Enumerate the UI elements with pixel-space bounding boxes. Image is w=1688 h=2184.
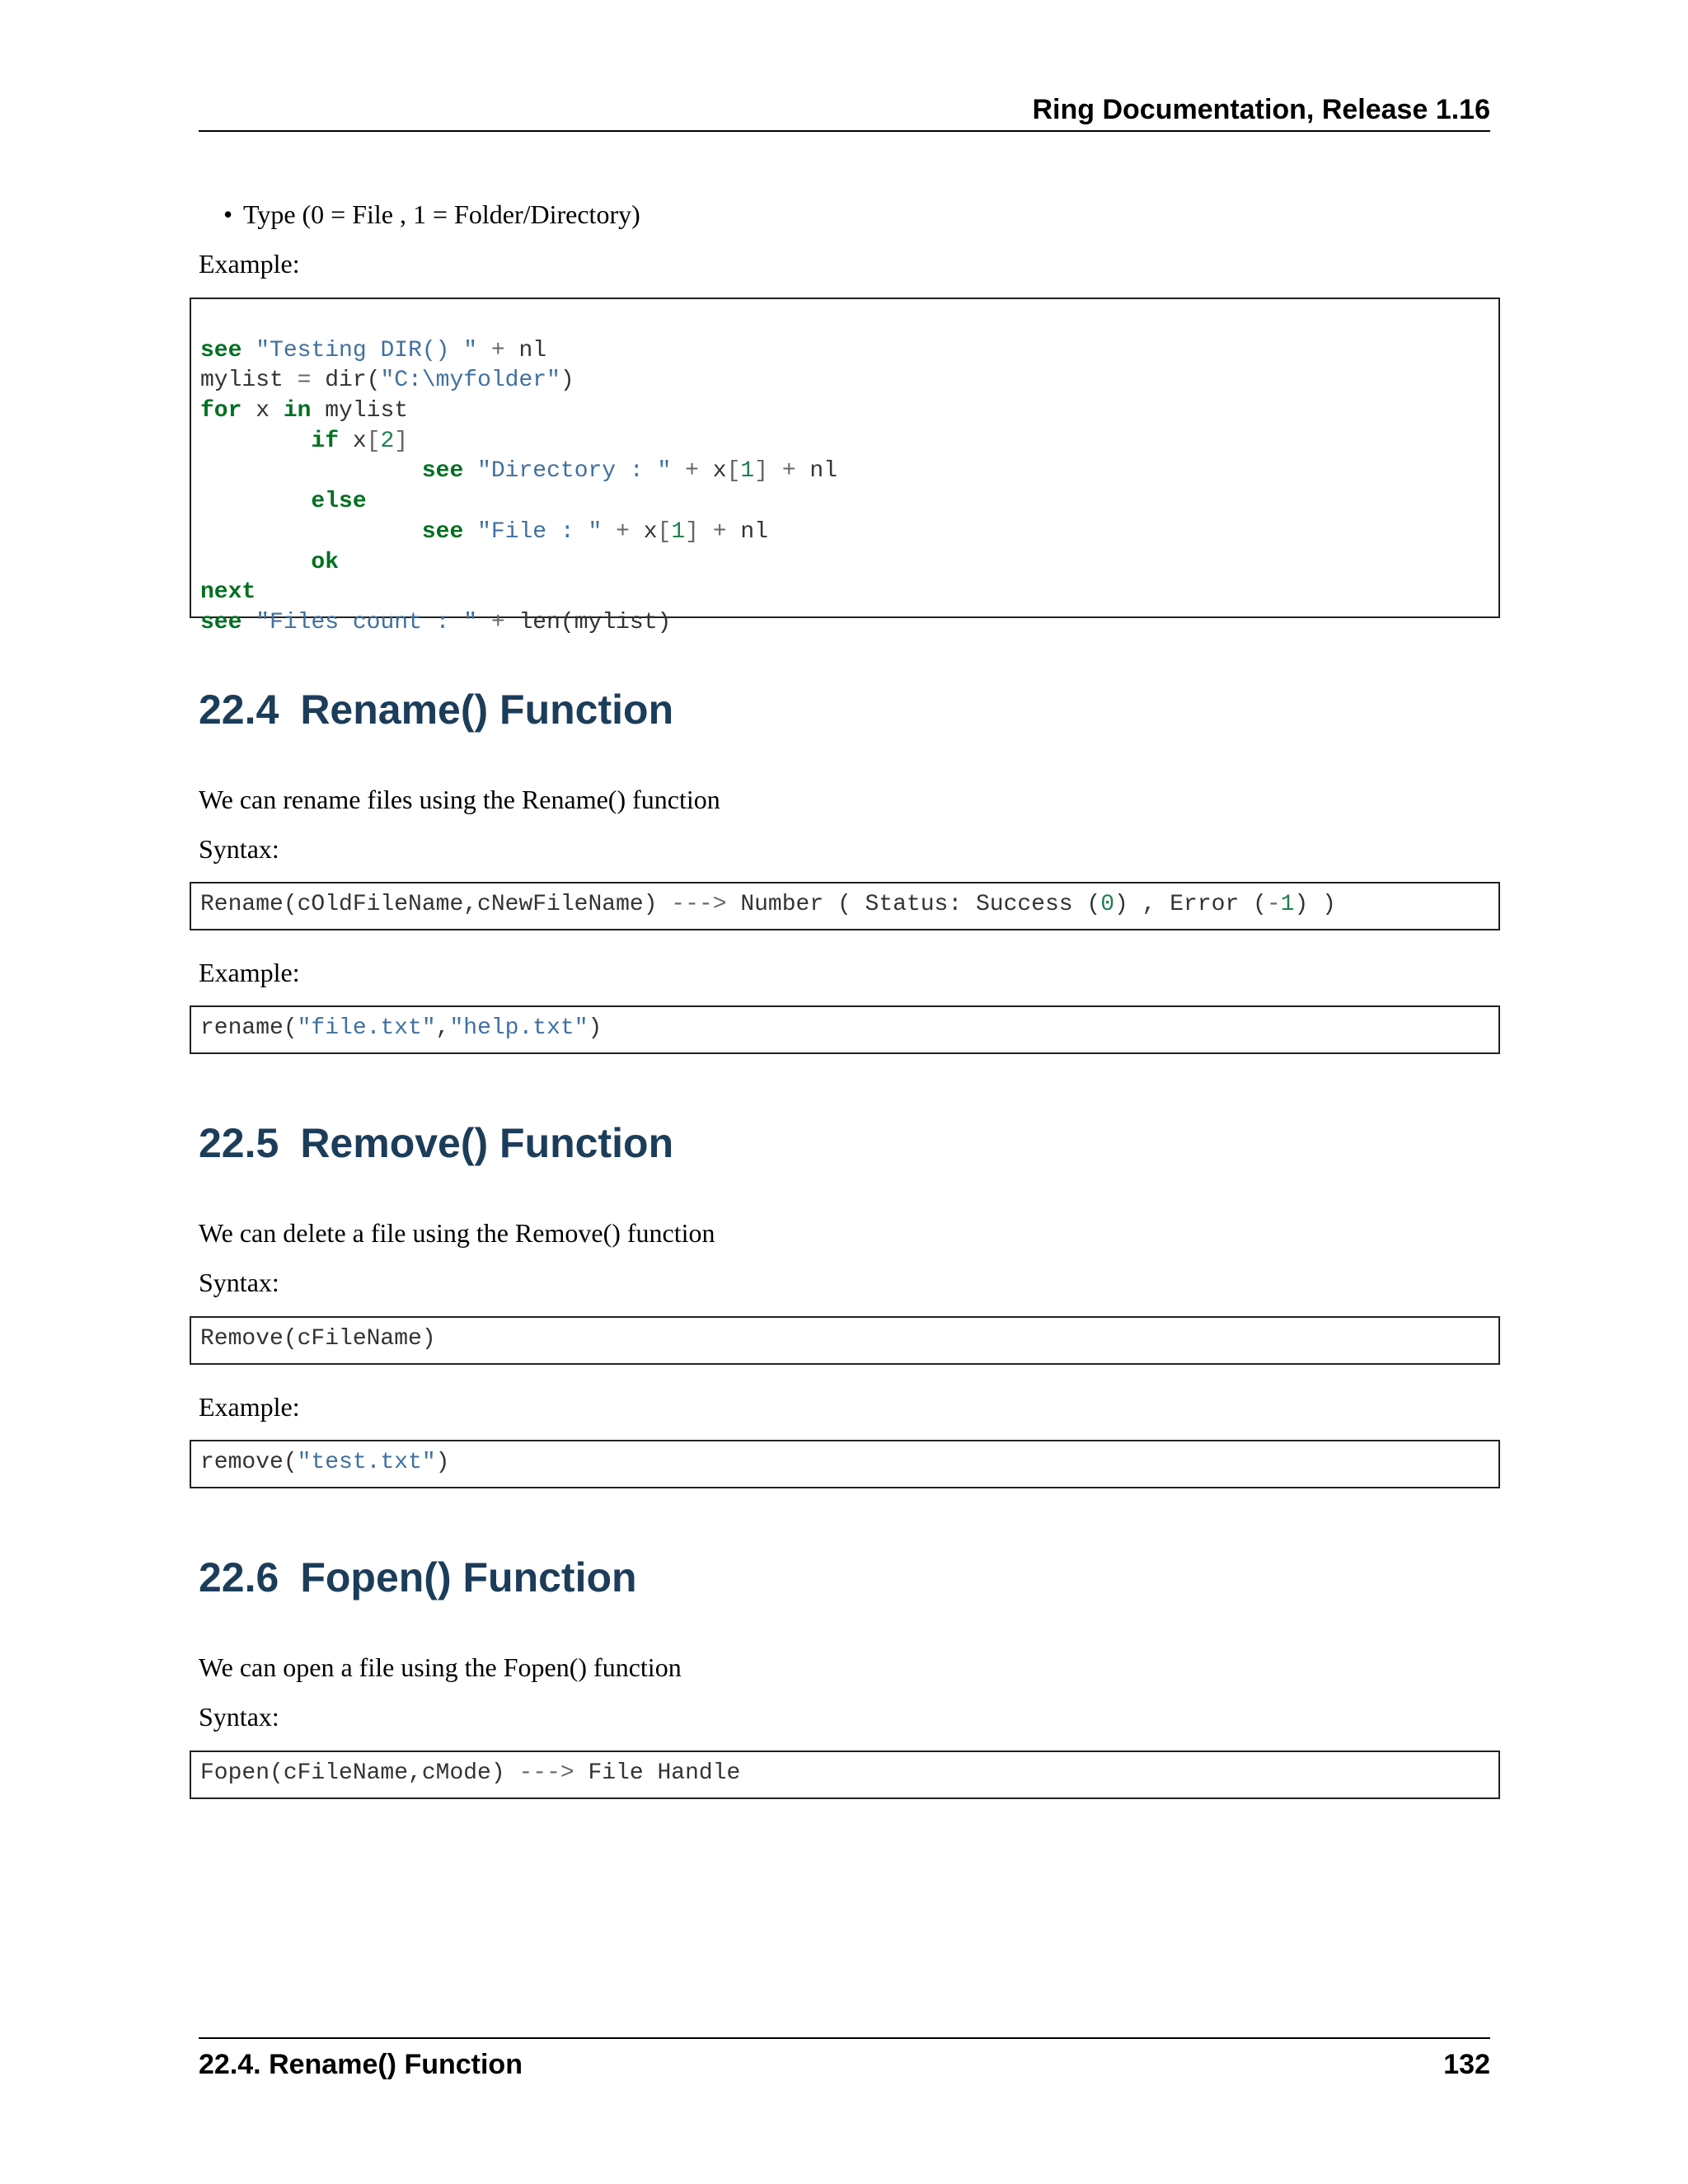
section-description: We can delete a file using the Remove() function xyxy=(199,1218,715,1248)
syntax-label: Syntax: xyxy=(199,1702,279,1732)
code-line: mylist = dir("C:\myfolder") xyxy=(200,368,574,394)
example-label: Example: xyxy=(199,249,300,279)
section-number: 22.5 xyxy=(199,1120,279,1166)
list-item-text: Type (0 = File , 1 = Folder/Directory) xyxy=(243,199,640,229)
code-block-fopen-syntax: Fopen(cFileName,cMode) ---> File Handle xyxy=(190,1750,1500,1799)
section-heading-remove xyxy=(199,1119,673,1167)
section-title: Remove() Function xyxy=(300,1120,674,1166)
page-number: 132 xyxy=(1443,2049,1490,2080)
section-description: We can rename files using the Rename() function xyxy=(199,785,720,814)
syntax-label: Syntax: xyxy=(199,834,279,864)
code-block-rename-syntax: Rename(cOldFileName,cNewFileName) ---> Number ( Status: Success (0) , Error (-1) ) xyxy=(190,882,1500,930)
document-title: Ring Documentation, Release 1.16 xyxy=(1032,94,1490,125)
page-header xyxy=(199,92,1490,132)
code-block-rename-example: rename("file.txt","help.txt") xyxy=(190,1005,1500,1054)
example-label: Example: xyxy=(199,958,300,987)
code-line: if x[2] xyxy=(311,428,409,454)
example-label: Example: xyxy=(199,1392,300,1422)
code-line: else xyxy=(311,489,367,515)
section-number: 22.4 xyxy=(199,687,279,733)
section-title: Fopen() Function xyxy=(300,1554,637,1601)
code-line: see "Directory : " + x[1] + nl xyxy=(421,458,838,485)
code-token: "C:\myfolder" xyxy=(380,368,560,394)
code-line: see "File : " + x[1] + nl xyxy=(421,518,769,545)
section-heading-rename xyxy=(199,686,673,733)
section-heading-fopen xyxy=(199,1554,637,1601)
code-line: see "Testing DIR() " + nl xyxy=(200,337,547,363)
code-line: see "Files count : " + len(mylist) xyxy=(200,609,672,635)
list-item xyxy=(223,198,640,231)
bullet-icon: • xyxy=(223,199,233,229)
code-block-dir-example xyxy=(190,298,1500,635)
code-token: see xyxy=(200,337,242,363)
code-line: ok xyxy=(311,549,340,575)
syntax-label: Syntax: xyxy=(199,1268,279,1297)
section-description: We can open a file using the Fopen() function xyxy=(199,1652,682,1682)
footer-section-title: 22.4. Rename() Function xyxy=(199,2049,523,2080)
code-token: "Testing DIR() " xyxy=(256,337,478,363)
section-number: 22.6 xyxy=(199,1554,279,1601)
code-block-remove-example: remove("test.txt") xyxy=(190,1440,1500,1488)
code-line: next xyxy=(200,579,256,606)
page-footer xyxy=(199,2037,1490,2088)
code-block-remove-syntax: Remove(cFileName) xyxy=(190,1316,1500,1365)
code-line: for x in mylist xyxy=(200,398,409,424)
section-title: Rename() Function xyxy=(300,687,674,733)
